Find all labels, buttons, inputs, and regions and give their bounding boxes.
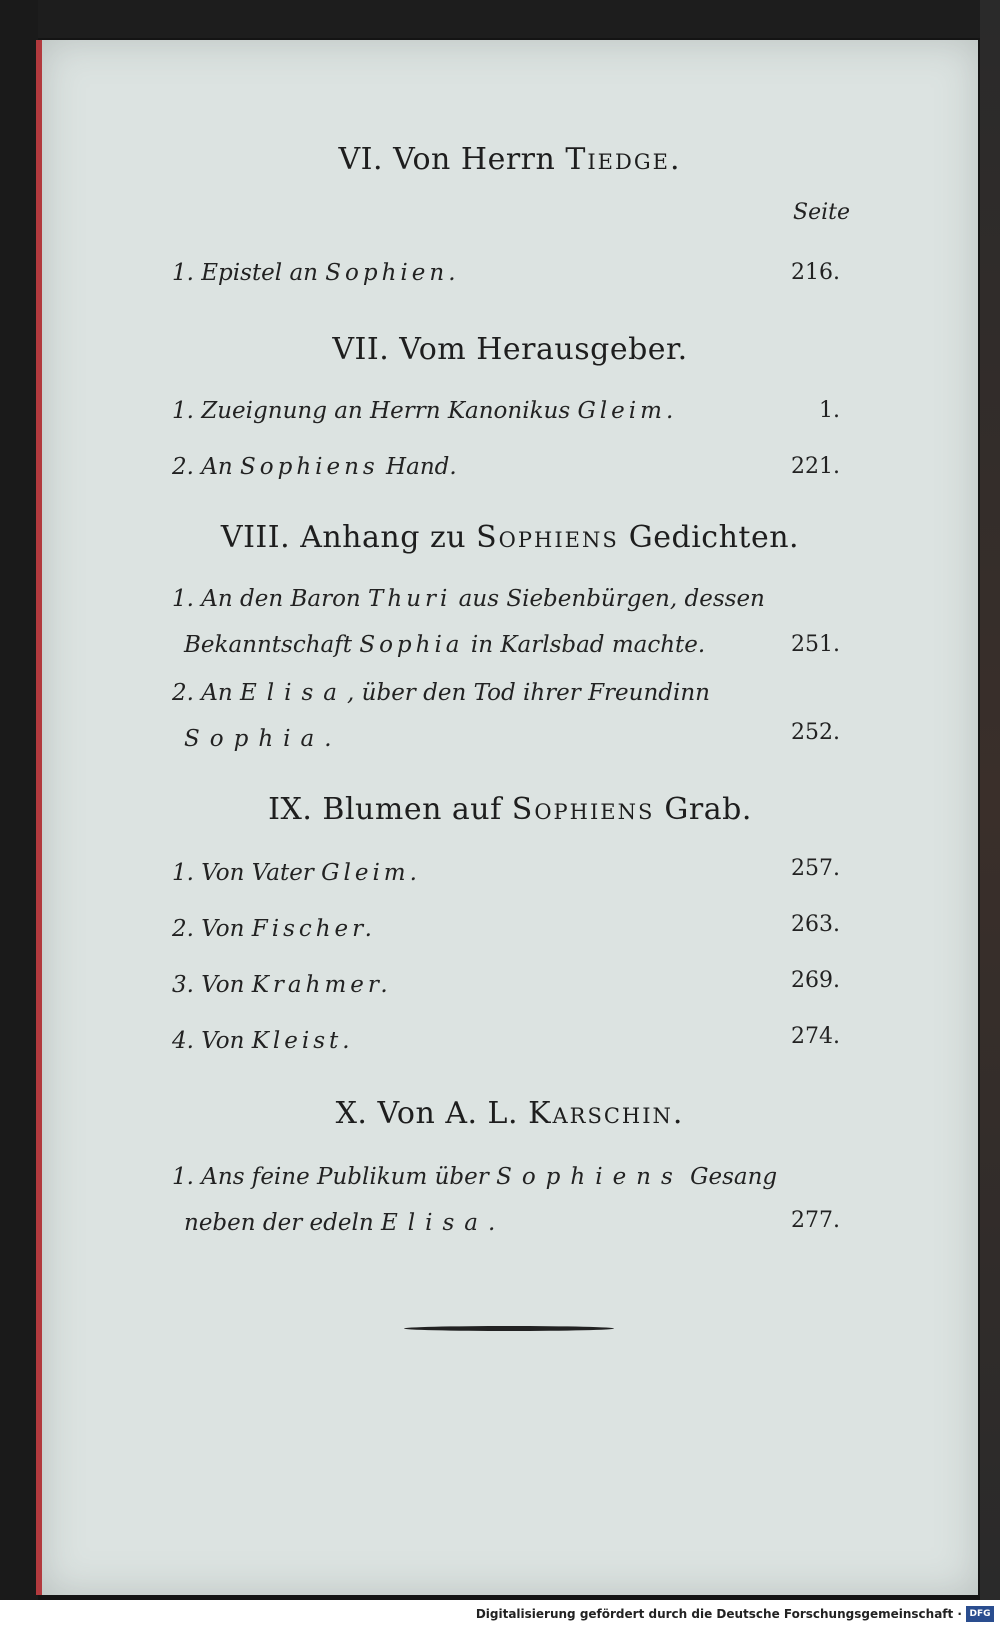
heading-text: VIII. Anhang zu	[220, 520, 477, 555]
dfg-logo: DFG	[966, 1606, 994, 1622]
toc-entry[interactable]	[172, 444, 822, 490]
footer-credit: Digitalisierung gefördert durch die Deutsche Forschungsgemeinschaft ·	[475, 1607, 962, 1621]
entry-title-end: , über den Tod ihrer Freundinn	[347, 680, 710, 706]
entry-title: Ans feine Publikum über	[201, 1164, 497, 1190]
entry-title: An	[201, 680, 240, 706]
section-heading-x	[42, 1096, 978, 1131]
book-cover-top	[0, 0, 1000, 38]
heading-suffix: Grab.	[654, 792, 752, 827]
entry-line-2	[172, 622, 822, 668]
book-spine	[0, 0, 38, 1629]
entry-line-1	[172, 670, 822, 716]
entry-title-spaced: Elisa.	[380, 1210, 506, 1236]
toc-entry[interactable]	[172, 250, 822, 296]
entry-number: 2.	[172, 680, 194, 706]
entry-page-number: 251.	[791, 632, 840, 657]
entry-title-spaced: Sophiens	[496, 1164, 683, 1190]
toc-entry[interactable]	[172, 962, 822, 1008]
entry-title-spaced: Sophia	[359, 632, 464, 658]
seite-label: Seite	[793, 200, 850, 225]
entry-line-2	[172, 716, 822, 762]
entry-title: Von Vater	[201, 860, 322, 886]
entry-title: An den Baron	[201, 586, 369, 612]
entry-title-spaced: Gleim.	[321, 860, 421, 886]
entry-page-number: 269.	[791, 968, 840, 993]
entry-number: 2.	[172, 916, 194, 942]
section-heading-vii	[42, 332, 978, 367]
entry-number: 3.	[172, 972, 194, 998]
entry-page-number: 274.	[791, 1024, 840, 1049]
entry-title: Bekanntschaft	[184, 632, 360, 658]
entry-title-spaced: Sophia.	[184, 726, 342, 752]
heading-text: VII. Vom Herausgeber.	[332, 332, 688, 367]
section-heading-vi	[42, 142, 978, 177]
heading-author: Karschin.	[528, 1096, 685, 1131]
entry-title: neben der edeln	[184, 1210, 381, 1236]
entry-title: Von	[201, 1028, 252, 1054]
section-heading-viii	[42, 520, 978, 555]
book-page	[42, 40, 978, 1595]
entry-page-number: 252.	[791, 720, 840, 745]
entry-title: An	[201, 454, 240, 480]
entry-title-spaced: Fischer.	[251, 916, 376, 942]
ornamental-rule	[404, 1326, 614, 1331]
toc-entry[interactable]	[172, 850, 822, 896]
entry-line-1	[172, 576, 822, 622]
entry-title-spaced: Gleim.	[577, 398, 678, 424]
entry-page-number: 257.	[791, 856, 840, 881]
entry-number: 1.	[172, 260, 194, 286]
entry-title-spaced: Sophien.	[325, 260, 460, 286]
heading-author: Sophiens	[511, 792, 655, 827]
entry-number: 1.	[172, 860, 194, 886]
entry-page-number: 221.	[791, 454, 840, 479]
toc-entry[interactable]	[172, 1154, 822, 1246]
entry-title-spaced: Sophiens	[240, 454, 379, 480]
entry-number: 4.	[172, 1028, 194, 1054]
heading-text: IX. Blumen auf	[268, 792, 512, 827]
entry-title-end: in Karlsbad machte.	[463, 632, 706, 658]
entry-number: 1.	[172, 586, 194, 612]
entry-title-spaced: Elisa	[240, 680, 348, 706]
entry-title-end: Hand.	[378, 454, 457, 480]
entry-title-spaced: Krahmer.	[251, 972, 392, 998]
toc-entry[interactable]	[172, 1018, 822, 1064]
entry-title: Von	[201, 916, 252, 942]
entry-page-number: 216.	[791, 260, 840, 285]
toc-entry[interactable]	[172, 906, 822, 952]
entry-title-spaced: Kleist.	[251, 1028, 354, 1054]
toc-entry[interactable]	[172, 670, 822, 762]
heading-author: Tiedge.	[565, 142, 682, 177]
entry-line-2	[172, 1200, 822, 1246]
entry-title-spaced: Thuri	[368, 586, 452, 612]
entry-title-end: aus Siebenbürgen, dessen	[451, 586, 765, 612]
digitization-footer	[0, 1600, 1000, 1629]
entry-title: Von	[201, 972, 252, 998]
heading-suffix: Gedichten.	[618, 520, 800, 555]
entry-line-1	[172, 1154, 822, 1200]
toc-entry[interactable]	[172, 576, 822, 668]
entry-page-number: 277.	[791, 1208, 840, 1233]
entry-title: Epistel an	[201, 260, 326, 286]
book-cover-edge	[980, 0, 1000, 1600]
entry-page-number: 263.	[791, 912, 840, 937]
toc-entry[interactable]	[172, 388, 822, 434]
entry-number: 1.	[172, 1164, 194, 1190]
entry-number: 2.	[172, 454, 194, 480]
heading-author: Sophiens	[476, 520, 619, 555]
entry-title-end: Gesang	[682, 1164, 778, 1190]
entry-number: 1.	[172, 398, 194, 424]
entry-title: Zueignung an Herrn Kanonikus	[201, 398, 578, 424]
heading-text: X. Von A. L.	[335, 1096, 529, 1131]
entry-page-number: 1.	[819, 398, 840, 423]
section-heading-ix	[42, 792, 978, 827]
heading-text: VI. Von Herrn	[338, 142, 566, 177]
